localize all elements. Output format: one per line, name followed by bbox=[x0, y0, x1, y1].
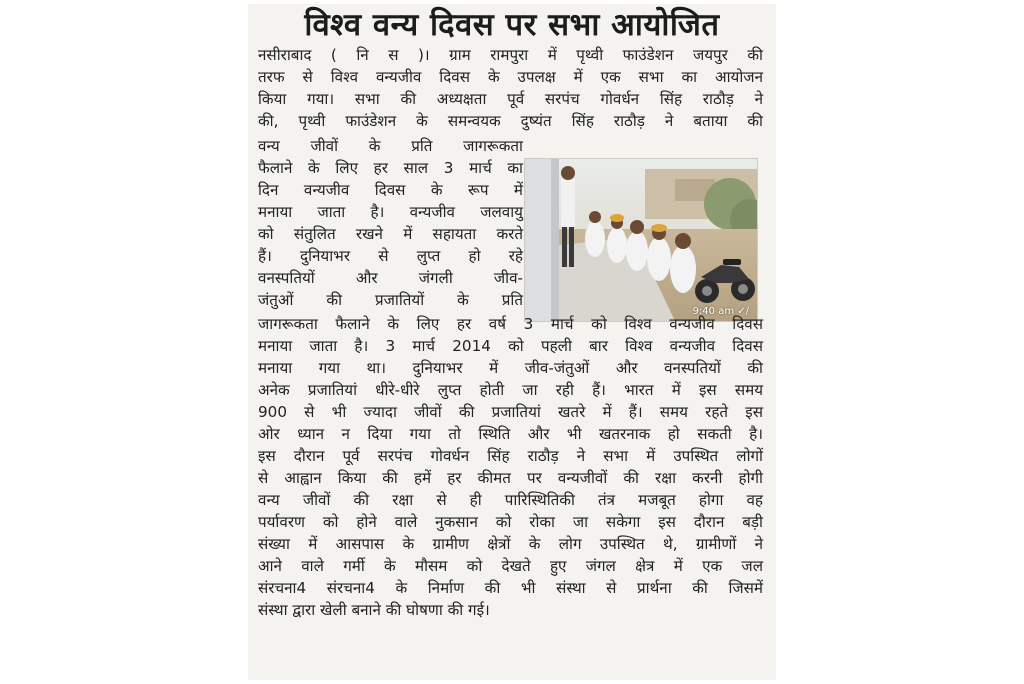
meeting-photo bbox=[524, 158, 758, 322]
body-line: 900 से भी ज्यादा जीवों की प्रजातियां खतरे में हैं। समय रहते इस bbox=[258, 403, 763, 421]
body-line: फैलाने के लिए हर साल 3 मार्च का bbox=[258, 159, 523, 177]
body-line: की, पृथ्वी फाउंडेशन के समन्वयक दुष्यंत सिंह राठौड़ ने बताया की bbox=[258, 112, 763, 130]
body-line: किया गया। सभा की अध्यक्षता पूर्व सरपंच गोवर्धन सिंह राठौड़ ने bbox=[258, 90, 763, 108]
body-line: तरफ से विश्व वन्यजीव दिवस के उपलक्ष में एक सभा का आयोजन bbox=[258, 68, 763, 86]
body-line: वनस्पतियों और जंगली जीव- bbox=[258, 269, 523, 287]
body-line: दिन वन्यजीव दिवस के रूप में bbox=[258, 181, 523, 199]
body-line: जागरूकता फैलाने के लिए हर वर्ष 3 मार्च को विश्व वन्यजीव दिवस bbox=[258, 315, 763, 333]
body-line: पर्यावरण को होने वाले नुकसान को रोका जा सकेगा इस दौरान बड़ी bbox=[258, 513, 763, 531]
body-line: से आह्वान किया की हमें हर कीमत पर वन्यजीवों की रक्षा करनी होगी bbox=[258, 469, 763, 487]
body-line: संरचना4 संरचना4 के निर्माण की भी संस्था से प्रार्थना की जिसमें bbox=[258, 579, 763, 597]
body-line: मनाया गया था। दुनियाभर में जीव-जंतुओं और वनस्पतियों की bbox=[258, 359, 763, 377]
body-line: नसीराबाद ( नि स )। ग्राम रामपुरा में पृथ्वी फाउंडेशन जयपुर की bbox=[258, 46, 763, 64]
body-line: आने वाले गर्मी के मौसम को देखते हुए जंगल क्षेत्र में एक जल bbox=[258, 557, 763, 575]
body-line: संस्था द्वारा खेली बनाने की घोषणा की गई। bbox=[258, 601, 490, 619]
headline: विश्व वन्य दिवस पर सभा आयोजित bbox=[304, 7, 720, 43]
body-line: अनेक प्रजातियां धीरे-धीरे लुप्त होती जा रही हैं। भारत में इस समय bbox=[258, 381, 763, 399]
body-line: संख्या में आसपास के ग्रामीण क्षेत्रों के लोग उपस्थित थे, ग्रामीणों ने bbox=[258, 535, 763, 553]
body-line: हैं। दुनियाभर से लुप्त हो रहे bbox=[258, 247, 523, 265]
body-line: ओर ध्यान न दिया गया तो स्थिति और भी खतरनाक हो सकती है। bbox=[258, 425, 763, 443]
body-line: को संतुलित रखने में सहायता करते bbox=[258, 225, 523, 243]
body-line: इस दौरान पूर्व सरपंच गोवर्धन सिंह राठौड़ ने सभा में उपस्थित लोगों bbox=[258, 447, 763, 465]
meeting-photo-illustration bbox=[525, 159, 757, 321]
photo-timestamp: 9:40 am ✓∕ bbox=[692, 306, 749, 317]
body-line: मनाया जाता है। वन्यजीव जलवायु bbox=[258, 203, 523, 221]
body-line: जंतुओं की प्रजातियों के प्रति bbox=[258, 291, 523, 309]
body-line: मनाया जाता है। 3 मार्च 2014 को पहली बार विश्व वन्यजीव दिवस bbox=[258, 337, 763, 355]
body-line: वन्य जीवों के प्रति जागरूकता bbox=[258, 137, 523, 155]
body-line: वन्य जीवों की रक्षा से ही पारिस्थितिकी तंत्र मजबूत होगा वह bbox=[258, 491, 763, 509]
